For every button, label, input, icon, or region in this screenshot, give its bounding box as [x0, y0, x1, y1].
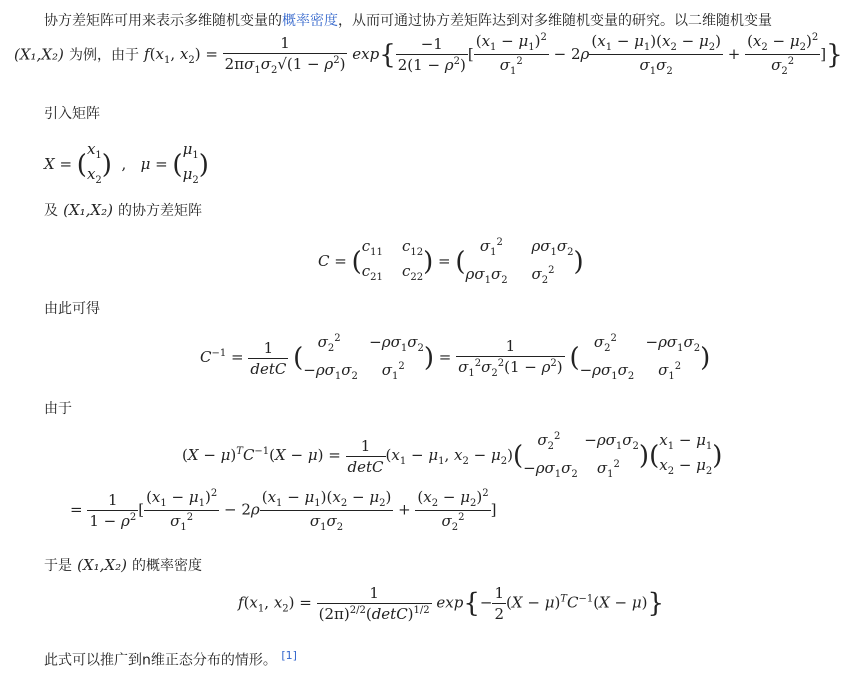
- quadratic-form-formula: $(X - \mu)^TC^{-1}(X - \mu)$ = $\frac{1}{\det C}$ ($x_1 - \mu_1$, $x_2 - \mu_2$)( $\sigma_2^2$ $-\rho\sigma_1\sigma_2$ $-\rho\sigma_1\sigma_2$ $\sigma_1^2$ )( $x_1 - \mu_1$ $x_2 - \mu_2$ ): [182, 431, 723, 480]
- density-formula: $f(x_1$, $x_2$) = $\frac{1}{2\pi\sigma_1\sigma_2√(1 - \rho^2)}$ exp{ $\frac{-1}{2(1 - \rho^2)}$ [ $\frac{(x_1 - \mu_1)^2}{\sigma_1^2}$ − 2ρ $\frac{(x_1 - \mu_1)(x_2 - \mu_2)}{\sigma_1\sigma_2}$ + $\frac{(x_2 - \mu_2)^2}{\sigma_2^2}$ ]}: [144, 32, 843, 77]
- final-density-formula: $f(x_1$, $x_2$) = $\frac{1}{(2\pi)^{2/2}(\det C)^{1/2}}$ exp{− $\frac{1}{2}$ $(X - \mu)^TC^{-1}(X - \mu)$}: [238, 584, 665, 623]
- covariance-matrix-formula: C = ( $c_{11}$ $c_{12}$ $c_{21}$ $c_{22}$ ) = ( $\sigma_1^2$ $\rho\sigma_1\sigma_2$ $\rho\sigma_1\sigma_2$ $\sigma_2^2$ ): [318, 237, 584, 286]
- introduce-matrix-text: 引入矩阵: [44, 106, 100, 122]
- and-text: 及: [44, 203, 58, 219]
- density-formula-row: [14, 32, 843, 77]
- intro-lead: 协方差矩阵可用来表示多维随机变量的: [44, 13, 282, 29]
- covariance-intro: [44, 200, 202, 220]
- covariance-matrix-text: 的协方差矩阵: [118, 203, 203, 219]
- thus-text: 由此可得: [44, 301, 100, 317]
- probability-density-text: 的概率密度: [132, 558, 203, 574]
- intro-line-1: [44, 10, 772, 30]
- conclusion-line: [44, 649, 297, 670]
- probability-density-link[interactable]: 概率密度: [282, 13, 338, 29]
- therefore-text: 于是: [44, 558, 72, 574]
- quadratic-form-expanded: = $\frac{1}{1 - \rho^2}$ [ $\frac{(x_1 - \mu_1)^2}{\sigma_1^2}$ − 2ρ $\frac{(x_1 - \mu_1)(x_2 - \mu_2)}{\sigma_1\sigma_2}$ + $\frac{(x_2 - \mu_2)^2}{\sigma_2^2}$ ]: [70, 488, 497, 533]
- inverse-formula: $C^{-1}$ = $\frac{1}{\det C}$ ( $\sigma_2^2$ $-\rho\sigma_1\sigma_2$ $-\rho\sigma_1\sigma_2$ $\sigma_1^2$ ) = $\frac{1}{\sigma_1^2\sigma_2^2(1 - \rho^2)}$ ( $\sigma_2^2$ $-\rho\sigma_1\sigma_2$ $-\rho\sigma_1\sigma_2$ $\sigma_1^2$ ): [200, 333, 711, 382]
- therefore-line: [44, 555, 202, 575]
- conclusion-text: 此式可以推广到n维正态分布的情形。: [44, 652, 277, 669]
- and-pair: (X₁,X₂): [63, 201, 113, 219]
- therefore-pair: (X₁,X₂): [77, 556, 127, 574]
- since-text: 由于: [44, 401, 72, 417]
- intro-tail: ，从而可通过协方差矩阵达到对多维随机变量的研究。以二维随机变量: [338, 13, 772, 29]
- pair-x1x2: (X₁,X₂): [14, 45, 64, 64]
- vector-definitions: X = ( $x_1$ $x_2$ ) , μ = ( $\mu_1$ $\mu_2$ ): [44, 140, 209, 186]
- example-text: 为例，由于: [68, 47, 139, 64]
- reference-link[interactable]: [1]: [281, 649, 297, 662]
